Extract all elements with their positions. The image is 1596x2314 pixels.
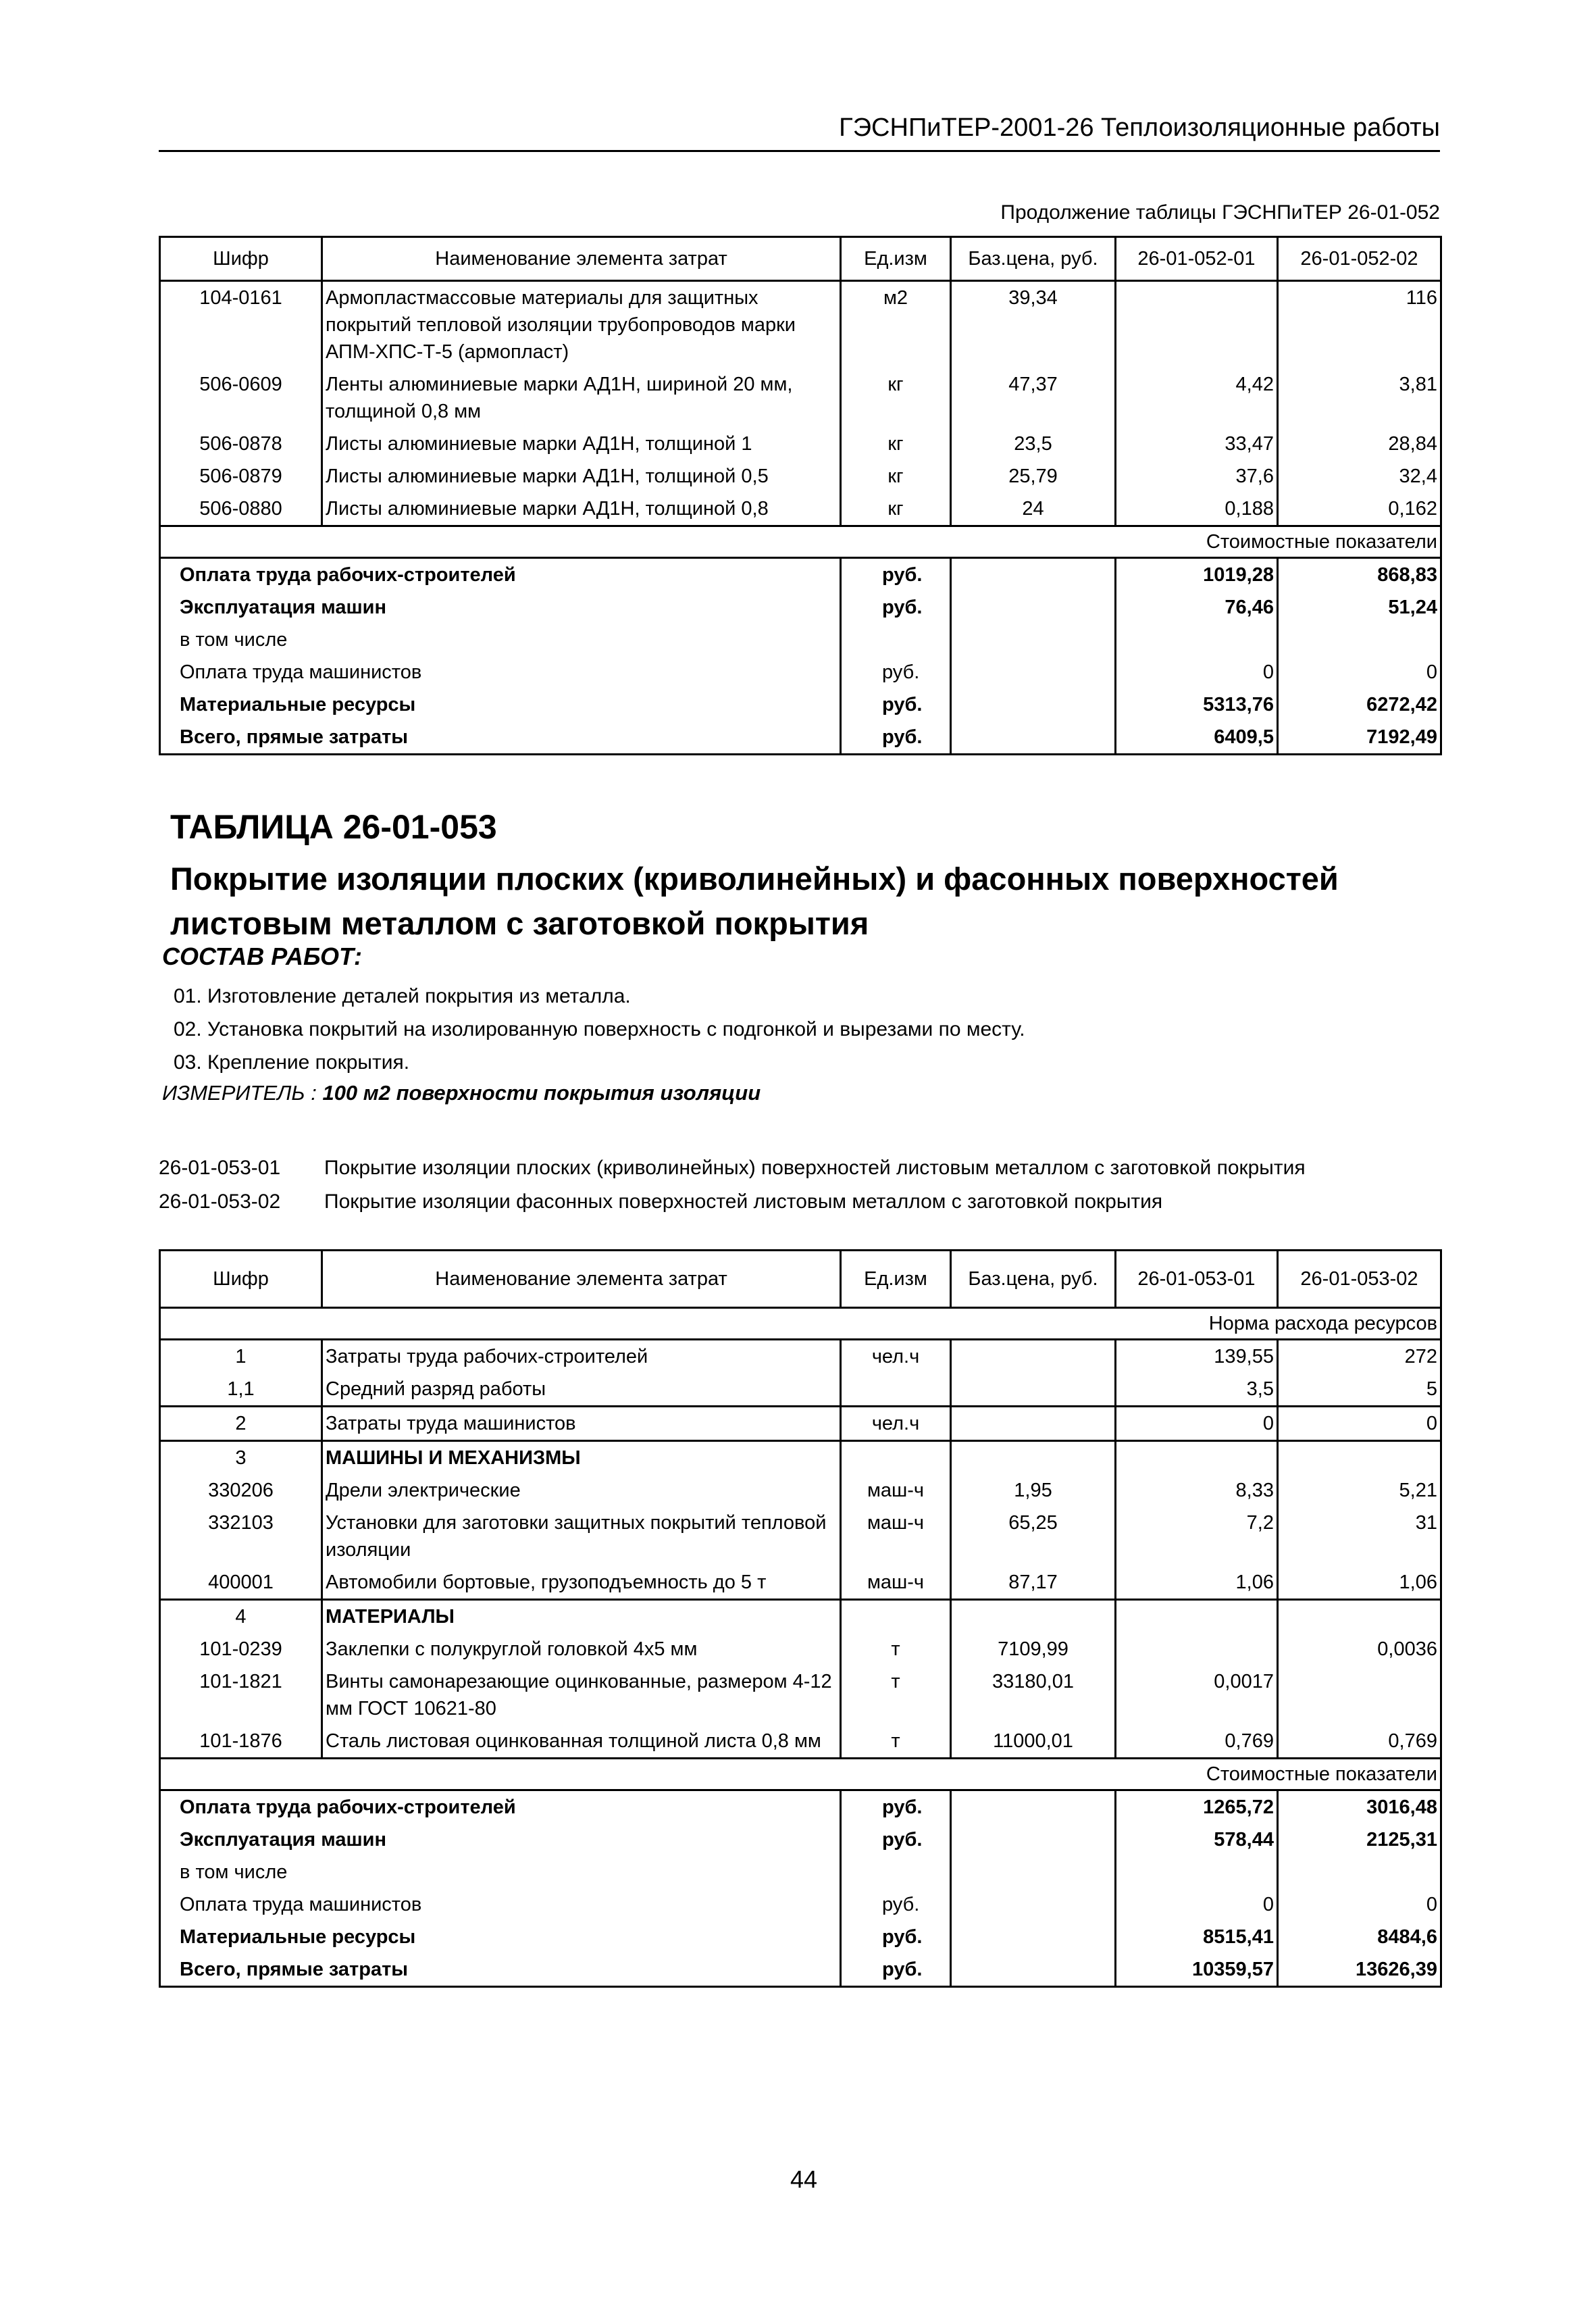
work-item: 03. Крепление покрытия. (174, 1051, 410, 1074)
summary-unit: руб. (841, 1790, 951, 1824)
summary-unit: руб. (841, 558, 951, 592)
summary-name: Материальные ресурсы (160, 1921, 841, 1953)
cell-code: 506-0878 (160, 428, 322, 460)
cell-name: Дрели электрические (322, 1474, 841, 1507)
summary-price (951, 1823, 1116, 1856)
cell-price: 65,25 (951, 1507, 1116, 1566)
cell-unit: т (841, 1633, 951, 1665)
summary-name: Оплата труда машинистов (160, 656, 841, 688)
cell-name: Автомобили бортовые, грузоподъемность до 5 т (322, 1566, 841, 1600)
table-row (160, 1600, 1441, 1634)
summary-name: Эксплуатация машин (160, 591, 841, 624)
cell-code: 506-0879 (160, 460, 322, 493)
summary-unit: руб. (841, 688, 951, 721)
cell-code: 101-0239 (160, 1633, 322, 1665)
cell-value-2: 31 (1278, 1507, 1441, 1566)
summary-price (951, 1856, 1116, 1888)
column-header: Баз.цена, руб. (951, 237, 1116, 281)
resource-table-052 (159, 236, 1442, 755)
summary-name: Всего, прямые затраты (160, 1953, 841, 1987)
cell-price: 7109,99 (951, 1633, 1116, 1665)
table-row (160, 1566, 1441, 1600)
summary-value-1 (1116, 624, 1278, 656)
summary-name: Оплата труда рабочих-строителей (160, 1790, 841, 1824)
summary-row (160, 1921, 1441, 1953)
cell-value-1: 139,55 (1116, 1340, 1278, 1374)
cell-unit: чел.ч (841, 1407, 951, 1441)
column-header: Шифр (160, 237, 322, 281)
cell-code: 1,1 (160, 1373, 322, 1407)
summary-value-1: 1265,72 (1116, 1790, 1278, 1824)
cell-price: 39,34 (951, 281, 1116, 369)
summary-row (160, 624, 1441, 656)
column-header: Шифр (160, 1251, 322, 1308)
header-divider (159, 150, 1440, 152)
norm-code: 26-01-053-02 (159, 1190, 281, 1213)
table-row (160, 1725, 1441, 1759)
summary-value-1: 10359,57 (1116, 1953, 1278, 1987)
summary-price (951, 1953, 1116, 1987)
summary-unit (841, 1856, 951, 1888)
cell-value-2: 3,81 (1278, 368, 1441, 428)
cell-value-1: 37,6 (1116, 460, 1278, 493)
summary-value-2: 0 (1278, 656, 1441, 688)
summary-unit: руб. (841, 1823, 951, 1856)
cell-value-2: 116 (1278, 281, 1441, 369)
column-header: Наименование элемента затрат (322, 1251, 841, 1308)
cell-name: Сталь листовая оцинкованная толщиной листа 0,8 мм (322, 1725, 841, 1759)
column-header: Наименование элемента затрат (322, 237, 841, 281)
cell-unit: маш-ч (841, 1507, 951, 1566)
summary-value-1: 5313,76 (1116, 688, 1278, 721)
summary-name: в том числе (160, 624, 841, 656)
table-row (160, 493, 1441, 526)
summary-row (160, 1790, 1441, 1824)
summary-value-1: 0 (1116, 656, 1278, 688)
cell-unit: чел.ч (841, 1340, 951, 1374)
cell-name: Листы алюминиевые марки АД1Н, толщиной 0,5 (322, 460, 841, 493)
cost-section-row (160, 1759, 1441, 1790)
cell-value-1 (1116, 1441, 1278, 1475)
summary-price (951, 656, 1116, 688)
summary-unit: руб. (841, 1953, 951, 1987)
summary-price (951, 1790, 1116, 1824)
summary-row (160, 1953, 1441, 1987)
header-row (160, 237, 1441, 281)
summary-value-2: 13626,39 (1278, 1953, 1441, 1987)
summary-price (951, 688, 1116, 721)
cell-name: Листы алюминиевые марки АД1Н, толщиной 1 (322, 428, 841, 460)
page-number: 44 (790, 2165, 818, 2193)
column-header: Ед.изм (841, 237, 951, 281)
summary-value-2: 2125,31 (1278, 1823, 1441, 1856)
cell-name: Винты самонарезающие оцинкованные, размером 4-12 мм ГОСТ 10621-80 (322, 1665, 841, 1725)
work-item: 01. Изготовление деталей покрытия из металла. (174, 985, 631, 1007)
table-row (160, 281, 1441, 369)
cell-unit: кг (841, 428, 951, 460)
table-subtitle: Покрытие изоляции плоских (криволинейных) и фасонных поверхностей листовым металлом с заготовкой покрытия (170, 861, 1339, 941)
norm-section-row (160, 1308, 1441, 1340)
norm-description: Покрытие изоляции фасонных поверхностей листовым металлом с заготовкой покрытия (324, 1190, 1163, 1213)
table-row (160, 1407, 1441, 1441)
column-header: Ед.изм (841, 1251, 951, 1308)
summary-unit (841, 624, 951, 656)
cell-code: 4 (160, 1600, 322, 1634)
column-header: 26-01-053-01 (1116, 1251, 1278, 1308)
table-row (160, 1474, 1441, 1507)
cell-value-2: 0,162 (1278, 493, 1441, 526)
cell-code: 2 (160, 1407, 322, 1441)
cell-name: МАТЕРИАЛЫ (322, 1600, 841, 1634)
measure-value: 100 м2 поверхности покрытия изоляции (322, 1081, 761, 1105)
cell-value-1 (1116, 281, 1278, 369)
summary-price (951, 1888, 1116, 1921)
cell-code: 506-0880 (160, 493, 322, 526)
cell-code: 330206 (160, 1474, 322, 1507)
summary-value-1: 76,46 (1116, 591, 1278, 624)
cell-code: 506-0609 (160, 368, 322, 428)
cell-price (951, 1441, 1116, 1475)
measure-label: ИЗМЕРИТЕЛЬ : (162, 1081, 317, 1105)
cell-price: 87,17 (951, 1566, 1116, 1600)
table-row (160, 460, 1441, 493)
summary-price (951, 624, 1116, 656)
summary-value-2: 8484,6 (1278, 1921, 1441, 1953)
cell-name: Средний разряд работы (322, 1373, 841, 1407)
table-row (160, 428, 1441, 460)
cell-value-2: 1,06 (1278, 1566, 1441, 1600)
summary-name: Оплата труда машинистов (160, 1888, 841, 1921)
cell-code: 332103 (160, 1507, 322, 1566)
cell-code: 101-1821 (160, 1665, 322, 1725)
table-row (160, 1441, 1441, 1475)
cell-name: Ленты алюминиевые марки АД1Н, шириной 20 мм, толщиной 0,8 мм (322, 368, 841, 428)
cell-price (951, 1407, 1116, 1441)
column-header: 26-01-052-01 (1116, 237, 1278, 281)
table-row (160, 1340, 1441, 1374)
section-label: Стоимостные показатели (160, 526, 1441, 558)
cell-unit: маш-ч (841, 1566, 951, 1600)
column-header: Баз.цена, руб. (951, 1251, 1116, 1308)
cell-unit (841, 1441, 951, 1475)
cell-name: Армопластмассовые материалы для защитных покрытий тепловой изоляции трубопроводов марки АПМ-ХПС-Т-5 (армопласт) (322, 281, 841, 369)
summary-row (160, 1856, 1441, 1888)
cell-value-2: 28,84 (1278, 428, 1441, 460)
summary-row (160, 558, 1441, 592)
summary-value-1: 6409,5 (1116, 721, 1278, 755)
summary-value-2: 868,83 (1278, 558, 1441, 592)
running-header: ГЭСНПиТЕР-2001-26 Теплоизоляционные работы (839, 114, 1440, 142)
summary-value-2 (1278, 624, 1441, 656)
cell-value-1: 1,06 (1116, 1566, 1278, 1600)
section-label: Норма расхода ресурсов (160, 1308, 1441, 1340)
cell-value-1 (1116, 1600, 1278, 1634)
summary-unit: руб. (841, 1921, 951, 1953)
summary-name: Материальные ресурсы (160, 688, 841, 721)
measure-line (162, 1081, 761, 1105)
summary-price (951, 558, 1116, 592)
column-header: 26-01-052-02 (1278, 237, 1441, 281)
cell-code: 400001 (160, 1566, 322, 1600)
cell-value-2 (1278, 1441, 1441, 1475)
summary-value-1: 578,44 (1116, 1823, 1278, 1856)
cell-unit (841, 1600, 951, 1634)
cell-code: 3 (160, 1441, 322, 1475)
cell-unit: кг (841, 493, 951, 526)
cell-value-1: 7,2 (1116, 1507, 1278, 1566)
cost-section-row (160, 526, 1441, 558)
cell-unit: кг (841, 368, 951, 428)
cell-value-1: 4,42 (1116, 368, 1278, 428)
column-header: 26-01-053-02 (1278, 1251, 1441, 1308)
cell-price: 24 (951, 493, 1116, 526)
cell-value-1: 0,188 (1116, 493, 1278, 526)
cell-price: 33180,01 (951, 1665, 1116, 1725)
cell-price: 1,95 (951, 1474, 1116, 1507)
cell-value-1: 0,769 (1116, 1725, 1278, 1759)
summary-unit: руб. (841, 721, 951, 755)
summary-value-2: 51,24 (1278, 591, 1441, 624)
summary-value-2: 6272,42 (1278, 688, 1441, 721)
summary-unit: руб. (841, 656, 951, 688)
cell-value-2 (1278, 1665, 1441, 1725)
cell-name: Заклепки с полукруглой головкой 4х5 мм (322, 1633, 841, 1665)
cell-price: 47,37 (951, 368, 1116, 428)
cell-code: 104-0161 (160, 281, 322, 369)
norm-code: 26-01-053-01 (159, 1157, 281, 1179)
cell-price: 25,79 (951, 460, 1116, 493)
cell-value-2: 5 (1278, 1373, 1441, 1407)
table-title: ТАБЛИЦА 26-01-053 (170, 808, 497, 846)
cell-value-1: 0 (1116, 1407, 1278, 1441)
header-row (160, 1251, 1441, 1308)
summary-row (160, 688, 1441, 721)
cell-code: 1 (160, 1340, 322, 1374)
cell-unit (841, 1373, 951, 1407)
table-row (160, 368, 1441, 428)
cell-name: Установки для заготовки защитных покрытий тепловой изоляции (322, 1507, 841, 1566)
cell-unit: маш-ч (841, 1474, 951, 1507)
summary-price (951, 591, 1116, 624)
cell-value-2: 32,4 (1278, 460, 1441, 493)
summary-row (160, 656, 1441, 688)
cell-value-1: 0,0017 (1116, 1665, 1278, 1725)
cell-value-2: 0 (1278, 1407, 1441, 1441)
cell-code: 101-1876 (160, 1725, 322, 1759)
summary-name: в том числе (160, 1856, 841, 1888)
cell-price: 11000,01 (951, 1725, 1116, 1759)
cell-price (951, 1373, 1116, 1407)
cell-value-2: 272 (1278, 1340, 1441, 1374)
composition-label: СОСТАВ РАБОТ: (162, 942, 362, 970)
cell-price (951, 1600, 1116, 1634)
summary-name: Всего, прямые затраты (160, 721, 841, 755)
cell-name: Листы алюминиевые марки АД1Н, толщиной 0,8 (322, 493, 841, 526)
cell-value-2 (1278, 1600, 1441, 1634)
cell-name: МАШИНЫ И МЕХАНИЗМЫ (322, 1441, 841, 1475)
resource-table-053 (159, 1249, 1442, 1988)
work-item: 02. Установка покрытий на изолированную поверхность с подгонкой и вырезами по месту. (174, 1018, 1025, 1040)
cell-value-2: 0,769 (1278, 1725, 1441, 1759)
cell-value-1: 3,5 (1116, 1373, 1278, 1407)
summary-value-1: 8515,41 (1116, 1921, 1278, 1953)
summary-value-1: 0 (1116, 1888, 1278, 1921)
norm-description: Покрытие изоляции плоских (криволинейных) поверхностей листовым металлом с заготовкой покрытия (324, 1157, 1306, 1179)
cell-value-1: 8,33 (1116, 1474, 1278, 1507)
cell-price: 23,5 (951, 428, 1116, 460)
summary-value-2: 0 (1278, 1888, 1441, 1921)
summary-row (160, 1888, 1441, 1921)
section-label: Стоимостные показатели (160, 1759, 1441, 1790)
summary-row (160, 721, 1441, 755)
summary-value-2 (1278, 1856, 1441, 1888)
summary-name: Эксплуатация машин (160, 1823, 841, 1856)
cell-value-2: 5,21 (1278, 1474, 1441, 1507)
summary-unit: руб. (841, 1888, 951, 1921)
cell-unit: м2 (841, 281, 951, 369)
summary-value-2: 3016,48 (1278, 1790, 1441, 1824)
summary-unit: руб. (841, 591, 951, 624)
cell-value-1: 33,47 (1116, 428, 1278, 460)
table-row (160, 1633, 1441, 1665)
cell-unit: кг (841, 460, 951, 493)
summary-row (160, 591, 1441, 624)
summary-value-1 (1116, 1856, 1278, 1888)
cell-name: Затраты труда машинистов (322, 1407, 841, 1441)
table-row (160, 1665, 1441, 1725)
cell-name: Затраты труда рабочих-строителей (322, 1340, 841, 1374)
cell-price (951, 1340, 1116, 1374)
summary-row (160, 1823, 1441, 1856)
cell-value-2: 0,0036 (1278, 1633, 1441, 1665)
cell-unit: т (841, 1725, 951, 1759)
table-continuation-note: Продолжение таблицы ГЭСНПиТЕР 26-01-052 (1000, 201, 1440, 224)
summary-price (951, 1921, 1116, 1953)
summary-value-1: 1019,28 (1116, 558, 1278, 592)
cell-value-1 (1116, 1633, 1278, 1665)
table-row (160, 1373, 1441, 1407)
summary-name: Оплата труда рабочих-строителей (160, 558, 841, 592)
summary-price (951, 721, 1116, 755)
table-row (160, 1507, 1441, 1566)
cell-unit: т (841, 1665, 951, 1725)
summary-value-2: 7192,49 (1278, 721, 1441, 755)
